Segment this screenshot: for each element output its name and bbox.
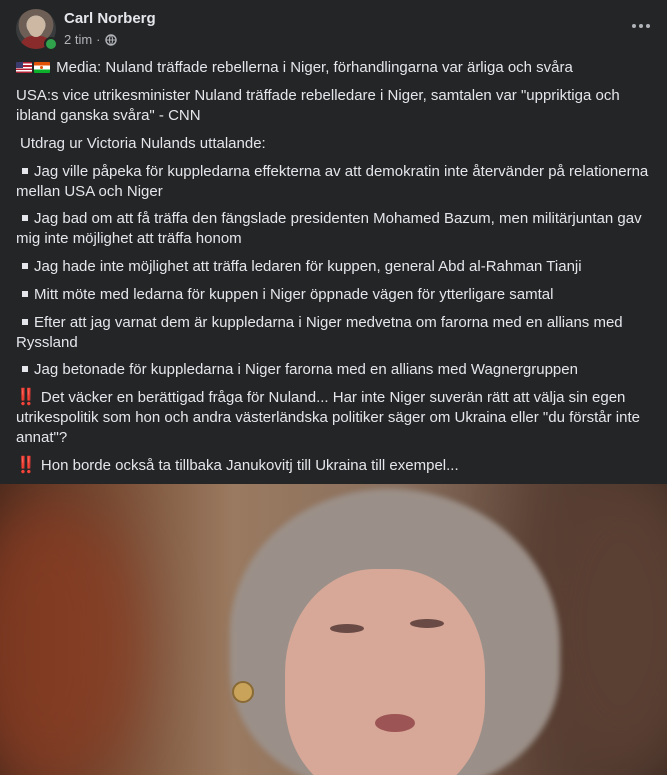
bullet-item: Jag betonade för kuppledarna i Niger farorna med en allians med Wagnergruppen [16, 360, 652, 380]
comment-paragraph: ‼️ Det väcker en berättigad fråga för Nuland... Har inte Niger suverän rätt att välja sin egen utrikespolitik som hon och andra västerländska politiker säger om Ukraina eller "du förstår inte annat"? [16, 389, 640, 446]
post-photo[interactable] [0, 484, 667, 775]
post-headline: Media: Nuland träffade rebellerna i Niger, förhandlingarna var ärliga och svåra [56, 59, 573, 76]
author-name[interactable]: Carl Norberg [64, 10, 156, 27]
niger-flag-icon [34, 62, 50, 73]
post-header [0, 0, 667, 56]
comment-paragraph: ‼️ Hon borde också ta tillbaka Janukovitj till Ukraina till exempel... [16, 457, 459, 474]
bullet-square-icon [22, 168, 28, 174]
post-intro: USA:s vice utrikesminister Nuland träffade rebelledare i Niger, samtalen var "uppriktiga och ibland ganska svåra" - CNN [16, 87, 620, 124]
bullet-square-icon [22, 366, 28, 372]
bullet-item: Jag ville påpeka för kuppledarna effekterna av att demokratin inte återvänder på relationerna mellan USA och Niger [16, 163, 649, 200]
bullet-square-icon [22, 319, 28, 325]
bullet-item: Efter att jag varnat dem är kuppledarna i Niger medvetna om farorna med en allians med Ryssland [16, 314, 623, 351]
bullet-item: Jag bad om att få träffa den fängslade presidenten Mohamed Bazum, men militärjuntan gav mig inte möjlighet att träffa honom [16, 210, 642, 247]
bullet-square-icon [22, 263, 28, 269]
post-timestamp[interactable]: 2 tim [64, 32, 93, 47]
double-exclamation-icon: ‼️ [16, 457, 33, 474]
double-exclamation-icon: ‼️ [16, 389, 33, 406]
online-status-dot [44, 37, 58, 51]
post-body [16, 58, 652, 476]
us-flag-icon [16, 62, 32, 73]
post-headline-line [16, 58, 652, 78]
bullet-square-icon [22, 215, 28, 221]
post-meta [64, 32, 117, 47]
bullet-item: Mitt möte med ledarna för kuppen i Niger öppnade vägen för ytterligare samtal [16, 285, 652, 305]
more-options-button[interactable] [627, 14, 655, 38]
bullet-square-icon [22, 291, 28, 297]
bullet-item: Jag hade inte möjlighet att träffa ledaren för kuppen, general Abd al-Rahman Tianji [16, 257, 652, 277]
meta-separator: · [96, 32, 101, 47]
globe-icon [105, 34, 117, 46]
excerpt-label: Utdrag ur Victoria Nulands uttalande: [20, 135, 266, 152]
